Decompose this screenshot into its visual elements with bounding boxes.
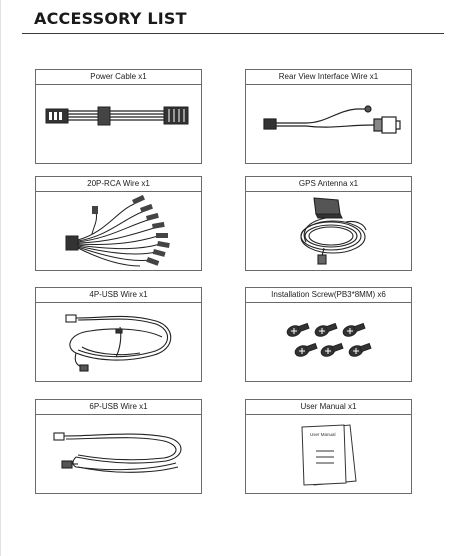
accessory-label: 4P-USB Wire x1 bbox=[36, 288, 201, 303]
accessory-card-usb-wire-6p bbox=[35, 399, 202, 494]
accessory-label: GPS Antenna x1 bbox=[246, 177, 411, 192]
usb-wire-4p-icon bbox=[36, 303, 201, 381]
user-manual-icon bbox=[246, 415, 411, 493]
accessory-label: 6P-USB Wire x1 bbox=[36, 400, 201, 415]
usb-wire-6p-icon bbox=[36, 415, 201, 493]
manual-cover-text: User Manual bbox=[310, 432, 336, 437]
rca-wire-icon bbox=[36, 192, 201, 270]
accessory-card-rear-view-wire bbox=[245, 69, 412, 164]
accessory-label: Power Cable x1 bbox=[36, 70, 201, 85]
accessory-card-rca-wire bbox=[35, 176, 202, 271]
accessory-card-usb-wire-4p bbox=[35, 287, 202, 382]
page-title: ACCESSORY LIST bbox=[34, 9, 187, 28]
accessory-card-gps-antenna bbox=[245, 176, 412, 271]
accessory-card-user-manual bbox=[245, 399, 412, 494]
accessory-card-screws bbox=[245, 287, 412, 382]
rear-view-wire-icon bbox=[246, 85, 411, 163]
power-cable-icon bbox=[36, 85, 201, 163]
accessory-label: User Manual x1 bbox=[246, 400, 411, 415]
title-divider bbox=[22, 33, 444, 34]
gps-antenna-icon bbox=[246, 192, 411, 270]
accessory-card-power-cable bbox=[35, 69, 202, 164]
accessory-label: 20P-RCA Wire x1 bbox=[36, 177, 201, 192]
screw-icon bbox=[246, 303, 411, 381]
accessory-label: Installation Screw(PB3*8MM) x6 bbox=[246, 288, 411, 303]
accessory-label: Rear View Interface Wire x1 bbox=[246, 70, 411, 85]
page-edge bbox=[0, 0, 1, 556]
